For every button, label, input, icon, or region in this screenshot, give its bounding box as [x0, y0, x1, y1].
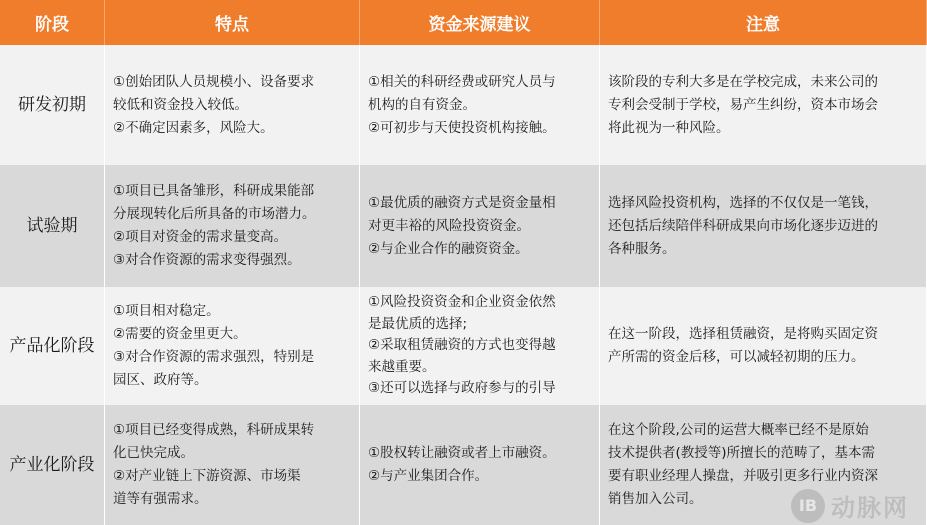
- row-3-features: [105, 287, 360, 405]
- text-line: 在这个阶段,公司的运营大概率已经不是原始: [608, 422, 869, 438]
- text-line: 道等有强需求。: [113, 491, 208, 507]
- text-line: ①项目相对稳定。: [113, 303, 220, 319]
- text-line: ①风险投资资金和企业资金依然: [368, 294, 556, 311]
- text-line: 机构的自有资金。: [368, 96, 476, 113]
- text-line: ①项目已经变得成熟，科研成果转: [113, 422, 315, 438]
- stage-label: 产品化阶段: [9, 335, 95, 356]
- text-line: ③还可以选择与政府参与的引导: [368, 380, 556, 397]
- row-2-features: [105, 165, 360, 287]
- header-notes: 注意: [600, 0, 927, 45]
- row-2-notes: [600, 165, 927, 287]
- text-line: 对更丰裕的风险投资资金。: [368, 217, 530, 234]
- text-line: ①相关的科研经费或研究人员与: [368, 73, 556, 90]
- text-line: ②需要的资金里更大。: [113, 326, 247, 342]
- text-line: 该阶段的专利大多是在学校完成，未来公司的: [608, 73, 878, 90]
- text-line: ①最优质的融资方式是资金量相: [368, 194, 556, 211]
- row-2-funding: [360, 165, 600, 287]
- row-1-stage: [0, 45, 105, 165]
- text-line: ①项目已具备雏形，科研成果能部: [113, 183, 315, 199]
- watermark-logo-icon: IB: [791, 489, 825, 523]
- header-funding: 资金来源建议: [360, 0, 600, 45]
- text-line: 各种服务。: [608, 240, 676, 257]
- row-4-features: [105, 405, 360, 525]
- text-line: 选择风险投资机构，选择的不仅仅是一笔钱，: [608, 194, 878, 211]
- stage-label: 产业化阶段: [9, 454, 95, 475]
- text-line: 在这一阶段，选择租赁融资，是将购买固定资: [608, 326, 878, 342]
- text-line: ②不确定因素多，风险大。: [113, 119, 274, 136]
- text-line: ③对合作资源的需求强烈，特别是: [113, 349, 315, 365]
- text-line: 要有职业经理人操盘，并吸引更多行业内资深: [608, 468, 878, 484]
- text-line: ②项目对资金的需求量变高。: [113, 229, 288, 245]
- text-line: 来越重要。: [368, 358, 436, 375]
- text-line: 园区、政府等。: [113, 372, 208, 388]
- row-1-funding: [360, 45, 600, 165]
- row-1-features: [105, 45, 360, 165]
- stage-label: 研发初期: [18, 94, 86, 115]
- text-line: 还包括后续陪伴科研成果向市场化逐步迈进的: [608, 217, 878, 234]
- text-line: 将此视为一种风险。: [608, 119, 730, 136]
- watermark-text: 动脉网: [831, 494, 909, 522]
- text-line: ①股权转让融资或者上市融资。: [368, 445, 556, 461]
- text-line: ②采取租赁融资的方式也变得越: [368, 337, 556, 354]
- text-line: 分展现转化后所具备的市场潜力。: [113, 206, 316, 222]
- text-line: ②可初步与天使投资机构接触。: [368, 119, 556, 136]
- row-3-funding: [360, 287, 600, 405]
- watermark: [791, 488, 909, 523]
- stage-label: 试验期: [26, 215, 78, 236]
- text-line: ③对合作资源的需求变得强烈。: [113, 252, 301, 268]
- row-3-stage: [0, 287, 105, 405]
- text-line: 较低和资金投入较低。: [113, 96, 248, 113]
- row-4-funding: [360, 405, 600, 525]
- text-line: ②与企业合作的融资资金。: [368, 240, 529, 257]
- header-features: 特点: [105, 0, 360, 45]
- text-line: ②与产业集团合作。: [368, 468, 489, 484]
- row-1-notes: [600, 45, 927, 165]
- row-4-stage: [0, 405, 105, 525]
- text-line: 化已快完成。: [113, 445, 194, 461]
- text-line: 专利会受制于学校，易产生纠纷，资本市场会: [608, 96, 878, 113]
- text-line: 是最优质的选择;: [368, 315, 468, 332]
- row-2-stage: [0, 165, 105, 287]
- text-line: ①创始团队人员规模小、设备要求: [113, 73, 315, 90]
- text-line: 技术提供者(教授等)所擅长的范畴了，基本需: [608, 445, 876, 461]
- row-3-notes: [600, 287, 927, 405]
- text-line: 产所需的资金后移，可以减轻初期的压力。: [608, 349, 865, 365]
- text-line: ②对产业链上下游资源、市场渠: [113, 468, 301, 484]
- header-stage: 阶段: [0, 0, 105, 45]
- text-line: 销售加入公司。: [608, 491, 703, 507]
